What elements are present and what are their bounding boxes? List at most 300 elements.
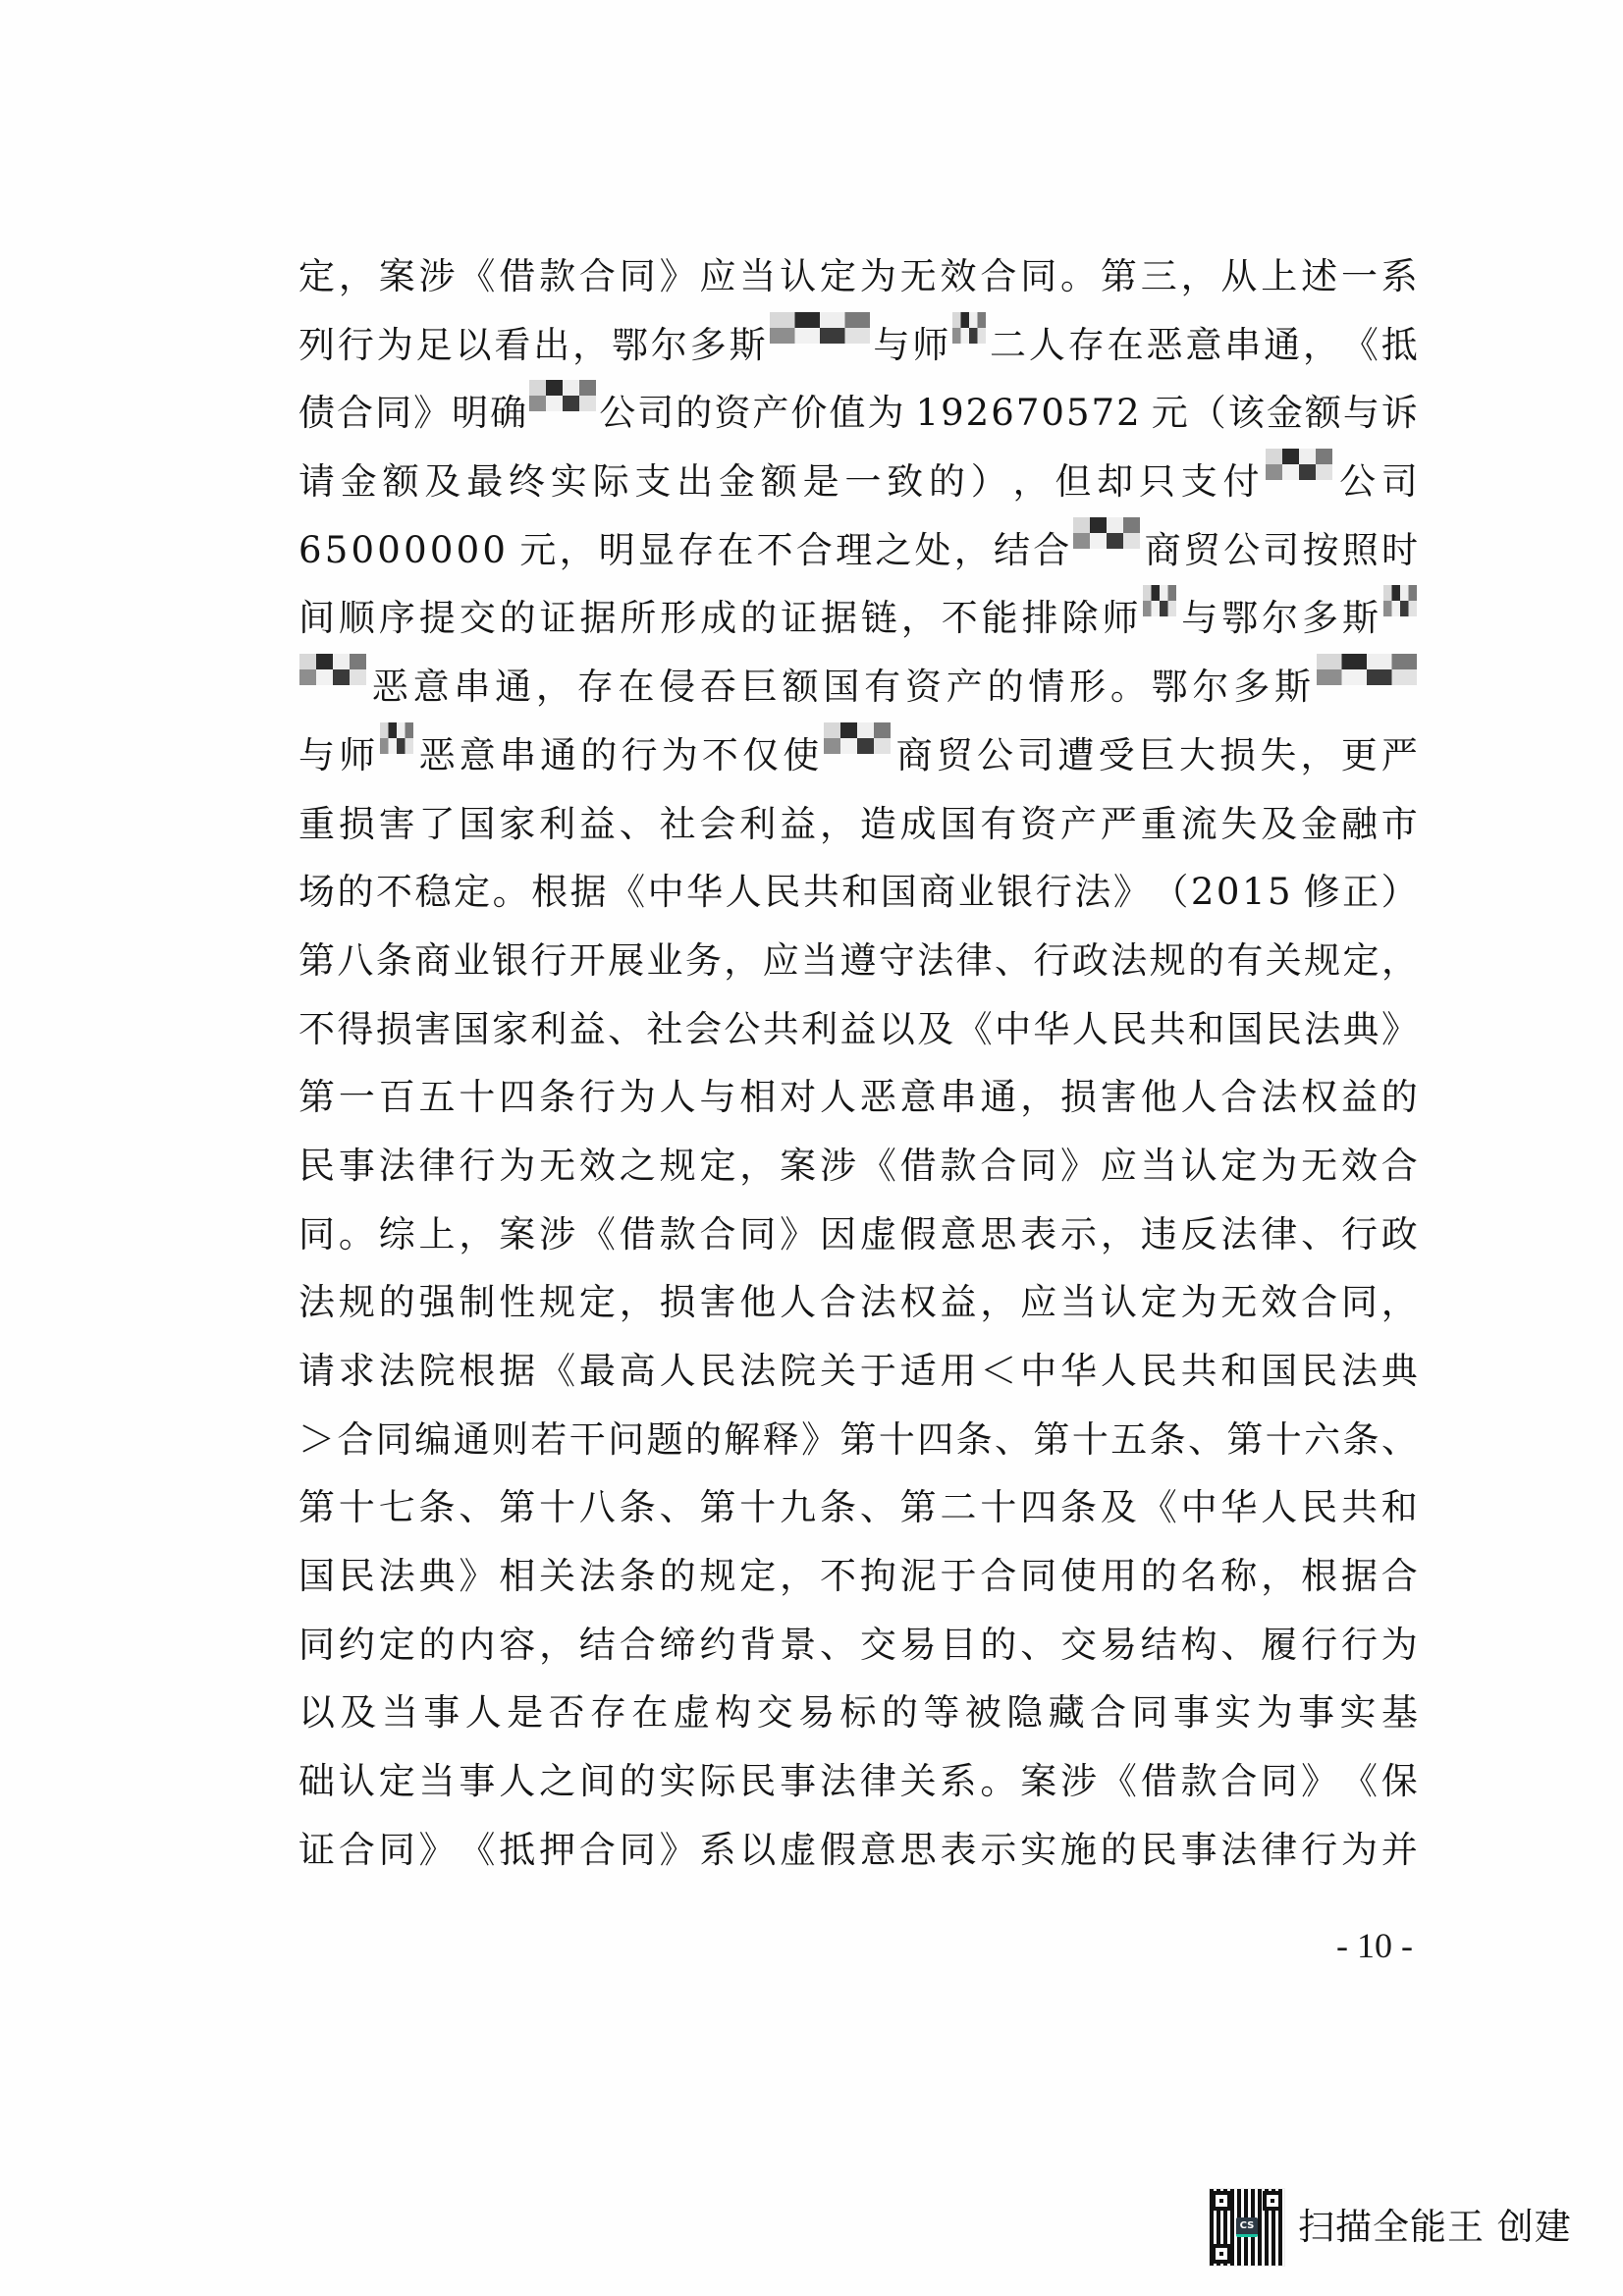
text-char: 。	[980, 1760, 1017, 1803]
text-char: 第	[839, 1417, 877, 1461]
text-char: 若	[530, 1417, 568, 1461]
text-char: 容	[499, 1623, 536, 1666]
text-char: 相	[739, 1076, 777, 1119]
text-char: 履	[1261, 1623, 1298, 1666]
text-char: 应	[1100, 1144, 1137, 1187]
text-char: 及	[1261, 802, 1298, 845]
text-char: 无	[1220, 1281, 1258, 1324]
text-char: 涉	[418, 255, 456, 297]
text-line	[298, 589, 1418, 658]
text-char: 家	[491, 1007, 528, 1050]
text-char: 标	[839, 1691, 877, 1735]
text-char: ，	[1020, 1076, 1057, 1119]
text-char: ，	[1380, 1281, 1418, 1324]
text-char: 交	[859, 1623, 896, 1666]
text-char: 六	[1304, 1417, 1341, 1461]
text-char: 为	[376, 323, 413, 366]
text-char: 不	[819, 1555, 856, 1598]
text-char: 恶	[418, 733, 456, 776]
text-char: 民	[1110, 1007, 1148, 1050]
text-char: 的	[980, 1623, 1017, 1666]
text-char: 为	[499, 1144, 536, 1187]
text-char: 》	[659, 1828, 696, 1871]
text-char: 元	[1151, 392, 1188, 435]
text-char: 行	[621, 733, 658, 776]
text-char: 及	[424, 460, 461, 504]
text-char: 国	[453, 1007, 490, 1050]
text-char: 虚	[673, 1691, 710, 1735]
text-char: 》	[1060, 1144, 1098, 1187]
text-char: 5	[1268, 871, 1291, 914]
text-char: 、	[659, 1486, 696, 1529]
camscanner-logo-icon: CS	[1236, 2217, 1258, 2237]
text-char: 0	[429, 528, 454, 571]
text-char: 背	[739, 1623, 777, 1666]
text-char: 是	[802, 460, 839, 504]
text-char: 不	[701, 733, 738, 776]
text-char: 九	[780, 1486, 817, 1529]
text-char: 、	[995, 1417, 1032, 1461]
text-char: 利	[801, 1007, 839, 1050]
text-char: 表	[940, 1828, 977, 1871]
text-char: 5	[324, 528, 349, 571]
text-char: 反	[1180, 1212, 1217, 1255]
text-char: 成	[899, 802, 937, 845]
scanner-watermark	[1210, 2189, 1572, 2266]
text-char: 社	[659, 802, 696, 845]
text-char: 是	[507, 1691, 544, 1735]
text-char: 人	[1261, 1486, 1298, 1529]
text-char: 所	[620, 597, 657, 640]
text-char: 中	[1020, 1350, 1057, 1392]
text-char: 明	[598, 528, 635, 571]
text-char: 拘	[859, 1555, 896, 1598]
text-char: 0	[351, 528, 375, 571]
text-char: 修	[1303, 871, 1340, 914]
text-char: 十	[1265, 1417, 1302, 1461]
text-char: 权	[899, 1281, 937, 1324]
text-char: 。	[1060, 255, 1098, 297]
text-char: 民	[1265, 1007, 1302, 1050]
text-char: 出	[533, 323, 570, 366]
text-char: 司	[1380, 460, 1418, 504]
text-char: 定	[298, 255, 335, 297]
text-char: 尔	[1192, 666, 1229, 709]
text-char: 内	[459, 1623, 496, 1666]
text-char: 为	[1380, 1623, 1418, 1666]
text-char: 《	[1140, 1486, 1177, 1529]
text-char: 中	[995, 1007, 1032, 1050]
text-char: 利	[530, 1007, 568, 1050]
text-char: 受	[1098, 733, 1135, 776]
text-char: 四	[1020, 1486, 1057, 1529]
text-line	[298, 1273, 1418, 1342]
text-char: 存	[677, 528, 715, 571]
text-char: 有	[980, 802, 1017, 845]
text-char: 干	[568, 1417, 606, 1461]
text-char: 害	[378, 802, 415, 845]
text-char: 藏	[1048, 1691, 1085, 1735]
text-char: 法	[378, 1555, 415, 1598]
text-char: 一	[1340, 255, 1378, 297]
text-char: 律	[859, 1760, 896, 1803]
text-char: 最	[466, 460, 504, 504]
text-char: 民	[1140, 1828, 1177, 1871]
text-char: 遭	[1057, 733, 1095, 776]
text-char: 根	[1301, 1555, 1338, 1598]
text-char: 院	[780, 1350, 817, 1392]
text-char: ，	[535, 666, 572, 709]
text-line	[298, 1205, 1418, 1274]
text-char: 二	[940, 1486, 977, 1529]
text-char: 效	[1261, 1281, 1298, 1324]
text-char: ＞	[298, 1417, 335, 1461]
text-char: 会	[699, 802, 736, 845]
text-char: 的	[676, 392, 713, 435]
text-char: 事	[459, 1760, 496, 1803]
text-char: 规	[659, 1144, 696, 1187]
text-char: 条	[1342, 1417, 1380, 1461]
text-char: 终	[508, 460, 545, 504]
text-char: 金	[1301, 802, 1338, 845]
text-char: 相	[499, 1555, 536, 1598]
text-char: 法	[1220, 1212, 1258, 1255]
text-char: 以	[878, 1007, 915, 1050]
text-char: 6	[298, 528, 322, 571]
text-char: 础	[298, 1760, 335, 1803]
text-char: 行	[1035, 871, 1072, 914]
text-char: 为	[1180, 1281, 1217, 1324]
text-char: 多	[1302, 597, 1339, 640]
text-char: ）	[970, 460, 1007, 504]
text-char: 实	[1339, 1691, 1377, 1735]
text-char: 同	[298, 1212, 335, 1255]
text-char: 规	[699, 1555, 736, 1598]
text-char: 》	[659, 255, 696, 297]
page-number: - 10 -	[1336, 1926, 1413, 1965]
text-char: 法	[578, 1555, 616, 1598]
text-char: 法	[917, 938, 954, 982]
text-char: 四	[917, 1417, 954, 1461]
text-char: 华	[1060, 1350, 1098, 1392]
text-char: 该	[1227, 392, 1265, 435]
text-char: 民	[1301, 1486, 1338, 1529]
text-char: 定	[578, 1281, 616, 1324]
text-char	[905, 384, 913, 443]
text-char: 于	[940, 1555, 977, 1598]
text-char: 《	[1340, 1760, 1378, 1803]
text-char: 付	[1222, 460, 1260, 504]
text-char: 行	[1340, 1623, 1378, 1666]
text-char: 共	[802, 871, 839, 914]
text-char: 尔	[1262, 597, 1299, 640]
text-char: 人	[780, 1281, 817, 1324]
text-char: 0	[377, 528, 401, 571]
text-char: 的	[418, 1623, 456, 1666]
text-char: 债	[298, 392, 335, 435]
text-char: 交	[1060, 1623, 1098, 1666]
redaction-mosaic	[1073, 517, 1140, 549]
text-char: 恶	[859, 1076, 896, 1119]
text-char: 有	[864, 666, 901, 709]
text-char: 十	[459, 1076, 496, 1119]
text-char: 市	[1380, 802, 1418, 845]
text-char: 法	[378, 1350, 415, 1392]
text-char: 业	[957, 871, 995, 914]
text-char: 》	[801, 1417, 839, 1461]
text-char: 合	[1220, 1760, 1258, 1803]
text-char: 明	[452, 392, 489, 435]
text-char: 问	[608, 1417, 645, 1461]
text-char: 益	[578, 802, 616, 845]
text-char: 师	[339, 733, 376, 776]
text-char: 称	[1220, 1555, 1258, 1598]
text-char: 条	[819, 1486, 856, 1529]
text-char: 序	[378, 597, 415, 640]
text-char: 十	[338, 1486, 375, 1529]
text-char: 形	[1069, 666, 1107, 709]
text-char: 款	[1180, 1760, 1217, 1803]
text-char: ，	[559, 528, 596, 571]
text-char: 及	[917, 1007, 954, 1050]
text-char: 的	[580, 733, 618, 776]
text-char: 害	[414, 1007, 452, 1050]
redaction-mosaic	[529, 380, 596, 411]
text-char: 与	[1342, 392, 1380, 435]
text-char: 存	[1067, 323, 1105, 366]
text-char: 约	[699, 1623, 736, 1666]
text-char: 涉	[1060, 1760, 1098, 1803]
text-char: 对	[780, 1076, 817, 1119]
text-char: 际	[699, 1760, 736, 1803]
text-char: 0	[1216, 871, 1240, 914]
qr-code-icon	[1210, 2189, 1284, 2266]
redaction-mosaic	[299, 654, 366, 685]
text-char: 存	[589, 1691, 626, 1735]
text-char: 被	[964, 1691, 1001, 1735]
text-char: （	[1189, 392, 1226, 435]
text-char: 保	[1380, 1760, 1418, 1803]
text-char: 大	[1178, 733, 1216, 776]
text-char: 隐	[1006, 1691, 1044, 1735]
text-char: 综	[378, 1212, 415, 1255]
text-char: 和	[1187, 1007, 1224, 1050]
text-char: 只	[1138, 460, 1175, 504]
text-char: 关	[819, 1350, 856, 1392]
text-char: 使	[783, 733, 820, 776]
text-char: 的	[987, 666, 1024, 709]
text-char: 表	[1020, 1212, 1057, 1255]
text-char: 。	[492, 871, 529, 914]
text-char: 民	[1301, 1350, 1338, 1392]
text-char: 鄂	[612, 323, 648, 366]
text-char: 照	[1341, 528, 1379, 571]
text-char: 意	[899, 1076, 937, 1119]
text-char: 《	[459, 1828, 496, 1871]
text-char: 结	[578, 1623, 616, 1666]
text-char: 合	[1090, 1691, 1127, 1735]
text-char: 强	[418, 1281, 456, 1324]
text-char: 流	[1180, 802, 1217, 845]
redaction-mosaic	[1383, 585, 1417, 616]
text-char: 2	[1116, 392, 1140, 435]
text-char: 0	[1041, 392, 1064, 435]
text-line	[298, 453, 1418, 521]
text-char: 典	[1380, 1350, 1418, 1392]
text-char: 恶	[371, 666, 408, 709]
text-char: 泥	[899, 1555, 937, 1598]
text-char: 实	[659, 1760, 696, 1803]
text-char: 他	[1140, 1076, 1177, 1119]
text-char: 益	[1340, 1076, 1378, 1119]
text-char: 处	[914, 528, 951, 571]
text-char: 据	[569, 871, 607, 914]
text-char: 应	[699, 255, 736, 297]
text-char: 定	[378, 1623, 415, 1666]
text-line	[298, 658, 1418, 726]
text-line	[298, 1821, 1418, 1890]
text-char: 》	[780, 1212, 817, 1255]
text-char: 公	[1223, 528, 1261, 571]
text-char: 害	[1100, 1076, 1137, 1119]
text-char: 请	[298, 1350, 335, 1392]
text-char: 额	[382, 460, 419, 504]
text-char: 产	[752, 392, 789, 435]
text-char: 人	[659, 1076, 696, 1119]
text-char: 合	[980, 1555, 1017, 1598]
text-char: 串	[940, 1076, 977, 1119]
text-char: 证	[539, 597, 576, 640]
text-char: 于	[859, 1350, 896, 1392]
text-char: 0	[482, 528, 506, 571]
text-char: 并	[1380, 1828, 1418, 1871]
text-char: 行	[1301, 1828, 1338, 1871]
text-char: 公	[977, 733, 1013, 776]
text-char: 按	[1302, 528, 1339, 571]
text-char: 条	[539, 1076, 576, 1119]
text-char: 同	[739, 1212, 777, 1255]
text-char: 在	[1107, 323, 1144, 366]
text-char: ，	[459, 1212, 496, 1255]
text-char: 根	[459, 1350, 496, 1392]
text-char: 合	[1033, 528, 1070, 571]
text-char: 正	[1342, 871, 1380, 914]
text-char: 、	[1380, 1417, 1418, 1461]
text-char: 在	[717, 528, 754, 571]
text-char: 政	[1380, 1212, 1418, 1255]
text-char: 五	[418, 1076, 456, 1119]
text-char: 法	[1220, 1828, 1258, 1871]
text-line	[298, 1137, 1418, 1205]
text-char: 通	[495, 666, 532, 709]
text-char: （	[1152, 871, 1189, 914]
text-char: 一	[338, 1076, 375, 1119]
text-char: 银	[491, 938, 528, 982]
text-char: 条	[619, 1555, 656, 1598]
text-line	[298, 1342, 1418, 1411]
text-char: 的	[928, 460, 965, 504]
redaction-mosaic	[380, 722, 413, 754]
text-line	[298, 384, 1418, 453]
text-char: 人	[1071, 1007, 1109, 1050]
text-char: 思	[980, 1212, 1017, 1255]
text-char: 合	[1301, 1281, 1338, 1324]
text-line	[298, 1547, 1418, 1616]
text-char: 违	[1140, 1212, 1177, 1255]
text-char: 诉	[1380, 392, 1418, 435]
text-char: 定	[378, 1760, 415, 1803]
qr-finder-top-right	[1263, 2191, 1282, 2211]
text-char: 看	[494, 323, 531, 366]
text-char: 证	[781, 597, 818, 640]
text-char: 之	[619, 1144, 656, 1187]
text-char: 典	[1342, 1007, 1380, 1050]
text-char: 利	[739, 802, 777, 845]
text-char: 构	[1180, 1623, 1217, 1666]
text-char: 串	[499, 733, 536, 776]
text-char: 合	[819, 1281, 856, 1324]
text-char: 合	[1380, 1144, 1418, 1187]
text-char: 》	[1112, 871, 1150, 914]
text-char: 认	[1180, 1144, 1217, 1187]
text-char: 证	[298, 1828, 335, 1871]
text-char: 认	[338, 1760, 375, 1803]
text-char: 定	[1140, 1281, 1177, 1324]
text-char: 通	[980, 1076, 1017, 1119]
text-char: 效	[940, 255, 977, 297]
text-char: 名	[1180, 1555, 1217, 1598]
text-char: 根	[531, 871, 568, 914]
text-char: 施	[1060, 1828, 1098, 1871]
text-char: 存	[576, 666, 614, 709]
text-char: 失	[1260, 733, 1297, 776]
text-line	[298, 1411, 1418, 1479]
text-char: 国	[1226, 1007, 1264, 1050]
text-char: ，	[1303, 323, 1339, 366]
text-char: 八	[337, 938, 374, 982]
text-char: 、	[819, 1623, 856, 1666]
text-char: 却	[1097, 460, 1134, 504]
text-char: 斯	[1341, 597, 1379, 640]
text-char: 人	[1180, 1076, 1217, 1119]
text-char: 效	[1340, 1144, 1378, 1187]
text-char: 律	[1261, 1212, 1298, 1255]
text-char: ，	[1300, 733, 1337, 776]
text-char: 示	[980, 1828, 1017, 1871]
text-char: 共	[1180, 1350, 1217, 1392]
text-char: 法	[378, 1144, 415, 1187]
text-char: ，	[819, 802, 856, 845]
text-char: 人	[819, 1076, 856, 1119]
text-char: 的	[740, 597, 778, 640]
text-char: 易	[1100, 1623, 1137, 1666]
text-char: 合	[578, 255, 616, 297]
text-char: 题	[646, 1417, 683, 1461]
text-char: 仅	[742, 733, 780, 776]
text-char: 。	[1109, 666, 1147, 709]
text-char: 、	[459, 1486, 496, 1529]
text-char: 最	[578, 1350, 616, 1392]
text-char: ，	[724, 938, 761, 982]
text-char: 合	[699, 1212, 736, 1255]
text-char: 示	[1060, 1212, 1098, 1255]
text-char: 意	[459, 733, 496, 776]
text-char: 效	[578, 1144, 616, 1187]
text-char: 的	[1380, 1076, 1418, 1119]
text-char: 开	[568, 938, 606, 982]
text-char: 认	[780, 255, 817, 297]
text-line	[298, 1752, 1418, 1821]
